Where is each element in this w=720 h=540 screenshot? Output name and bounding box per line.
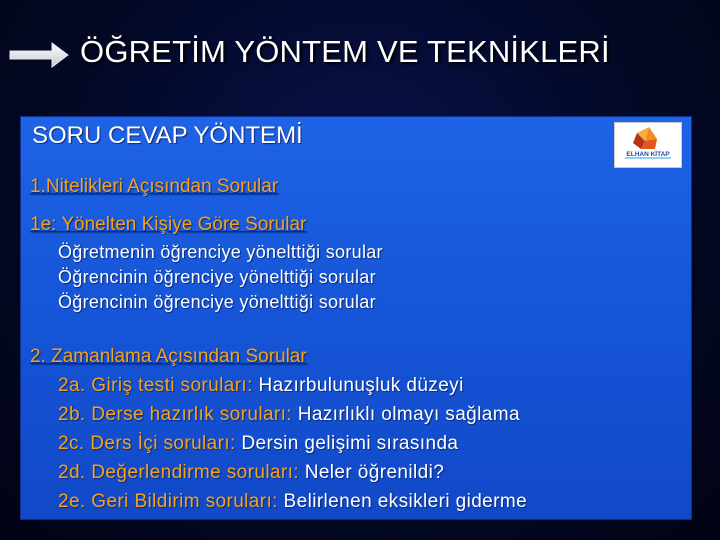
timing-value: Neler öğrenildi? [299,462,445,483]
timing-item-2d [58,462,444,484]
timing-value: Hazırbulunuşluk düzeyi [252,375,464,396]
list-item: Öğrencinin öğrenciye yönelttiği sorular [58,267,376,287]
list-item: Öğretmenin öğrenciye yönelttiği sorular [58,242,383,262]
timing-label: 2e. Geri Bildirim soruları: [58,491,278,512]
section-heading: SORU CEVAP YÖNTEMİ [32,122,303,149]
timing-label: 2c. Ders İçi soruları: [58,433,236,454]
section-2-title: 2. Zamanlama Açısından Sorular [30,346,307,367]
svg-text:ELHAN KİTAP: ELHAN KİTAP [626,151,670,158]
timing-value: Hazırlıklı olmayı sağlama [292,404,520,425]
list-item: Öğrencinin öğrenciye yönelttiği sorular [58,292,376,312]
timing-label: 2b. Derse hazırlık soruları: [58,404,293,425]
section-1e-title: 1e: Yönelten Kişiye Göre Sorular [30,214,307,235]
logo-image [615,123,681,167]
timing-label: 2a. Giriş testi soruları: [58,375,253,396]
publisher-logo [614,122,682,168]
timing-item-2c [58,433,458,455]
timing-value: Belirlenen eksikleri giderme [277,491,528,512]
timing-label: 2d. Değerlendirme soruları: [58,462,300,483]
timing-item-2a [58,375,464,397]
timing-value: Dersin gelişimi sırasında [235,433,459,454]
timing-item-2b [58,404,520,426]
right-arrow-icon [8,40,70,70]
section-1-title: 1.Nitelikleri Açısından Sorular [30,176,279,197]
timing-item-2e [58,491,527,513]
page-title: ÖĞRETİM YÖNTEM VE TEKNİKLERİ [80,34,610,69]
